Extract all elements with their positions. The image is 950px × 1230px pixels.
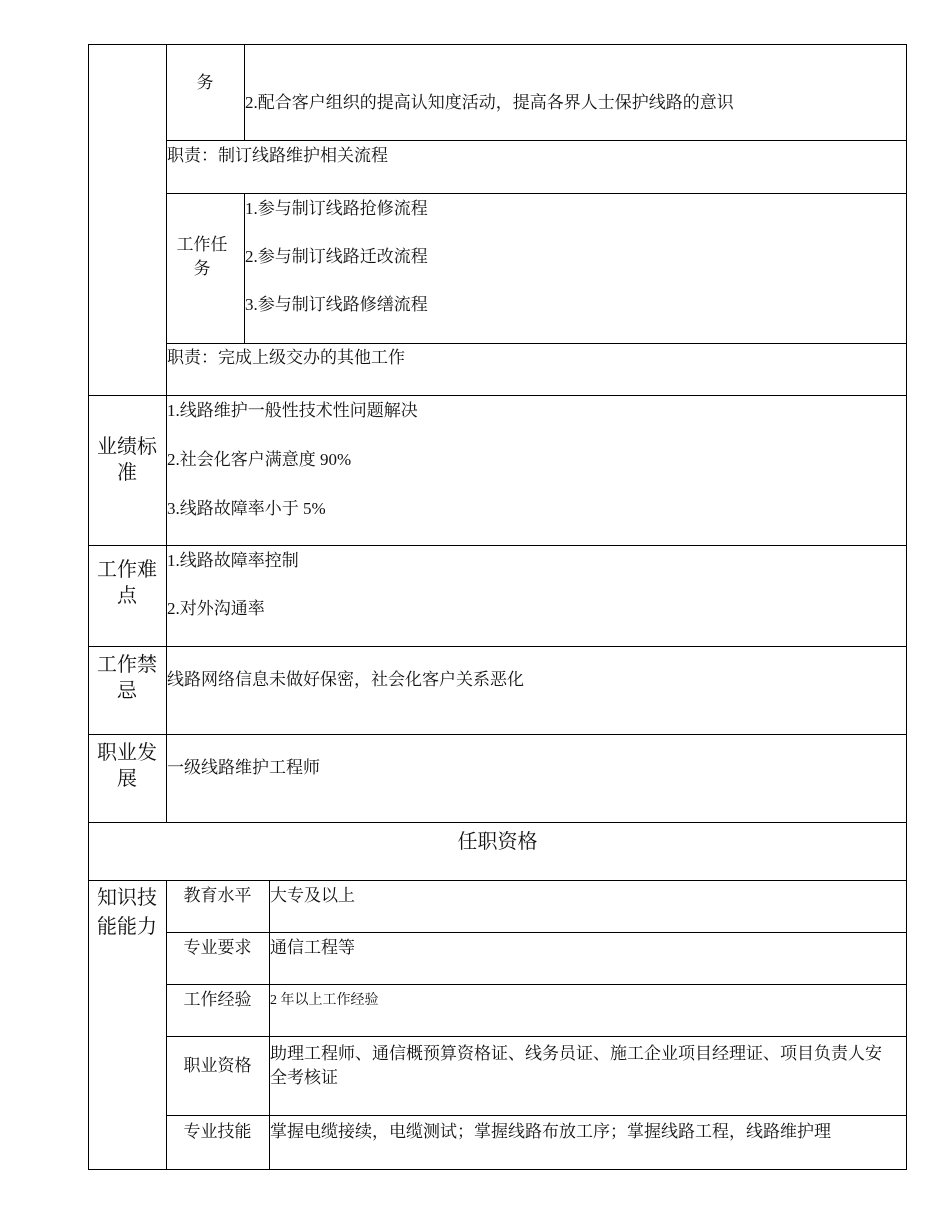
row-divider	[88, 545, 907, 546]
qualification-row-value: 助理工程师、通信概预算资格证、线务员证、施工企业项目经理证、项目负责人安全考核证	[270, 1044, 882, 1087]
duty-heading: 职责：完成上级交办的其他工作	[167, 348, 405, 367]
column-divider	[244, 44, 245, 140]
career-text: 一级线路维护工程师	[167, 758, 320, 777]
row-divider	[166, 193, 907, 194]
row-divider	[88, 822, 907, 823]
career-label: 职业发展	[97, 742, 157, 790]
row-divider	[166, 984, 907, 985]
qualification-row-label: 专业技能	[183, 1122, 252, 1141]
row-divider	[88, 880, 907, 881]
qualification-title: 任职资格	[457, 831, 538, 853]
qualification-row-label: 工作经验	[183, 990, 252, 1009]
row-divider	[166, 1036, 907, 1037]
task-item: 3.参与制订线路修缮流程	[245, 295, 428, 314]
qualification-row-value: 大专及以上	[270, 886, 355, 905]
qualification-row-value: 通信工程等	[270, 938, 355, 957]
task-label-continued: 务	[196, 73, 214, 92]
task-item: 2.参与制订线路迁改流程	[245, 247, 428, 266]
row-divider	[88, 395, 907, 396]
task-item: 1.参与制订线路抢修流程	[245, 199, 428, 218]
duty-heading: 职责：制订线路维护相关流程	[167, 146, 388, 165]
row-divider	[88, 734, 907, 735]
qualification-row-label: 专业要求	[183, 938, 252, 957]
qualification-row-label: 职业资格	[183, 1056, 252, 1075]
taboos-text: 线路网络信息未做好保密，社会化客户关系恶化	[167, 670, 524, 689]
knowledge-skill-label: 知识技能能力	[97, 887, 157, 938]
qualification-row-label: 教育水平	[183, 886, 252, 905]
difficulties-label: 工作难点	[97, 559, 157, 607]
task-label: 工作任务	[176, 235, 228, 278]
row-divider	[166, 343, 907, 344]
performance-label: 业绩标准	[97, 436, 157, 484]
row-divider	[166, 1115, 907, 1116]
performance-item: 3.线路故障率小于 5%	[167, 499, 326, 518]
row-divider	[166, 932, 907, 933]
difficulty-item: 2.对外沟通率	[167, 599, 265, 618]
performance-item: 2.社会化客户满意度 90%	[167, 450, 352, 469]
qualification-row-value: 掌握电缆接续，电缆测试；掌握线路布放工序；掌握线路工程，线路维护理	[270, 1122, 831, 1141]
task-item: 2.配合客户组织的提高认知度活动，提高各界人士保护线路的意识	[245, 93, 734, 112]
difficulty-item: 1.线路故障率控制	[167, 551, 299, 570]
qualification-row-value: 2 年以上工作经验	[270, 993, 379, 1008]
taboos-label: 工作禁忌	[97, 654, 157, 702]
row-divider	[166, 140, 907, 141]
performance-item: 1.线路维护一般性技术性问题解决	[167, 401, 418, 420]
row-divider	[88, 646, 907, 647]
